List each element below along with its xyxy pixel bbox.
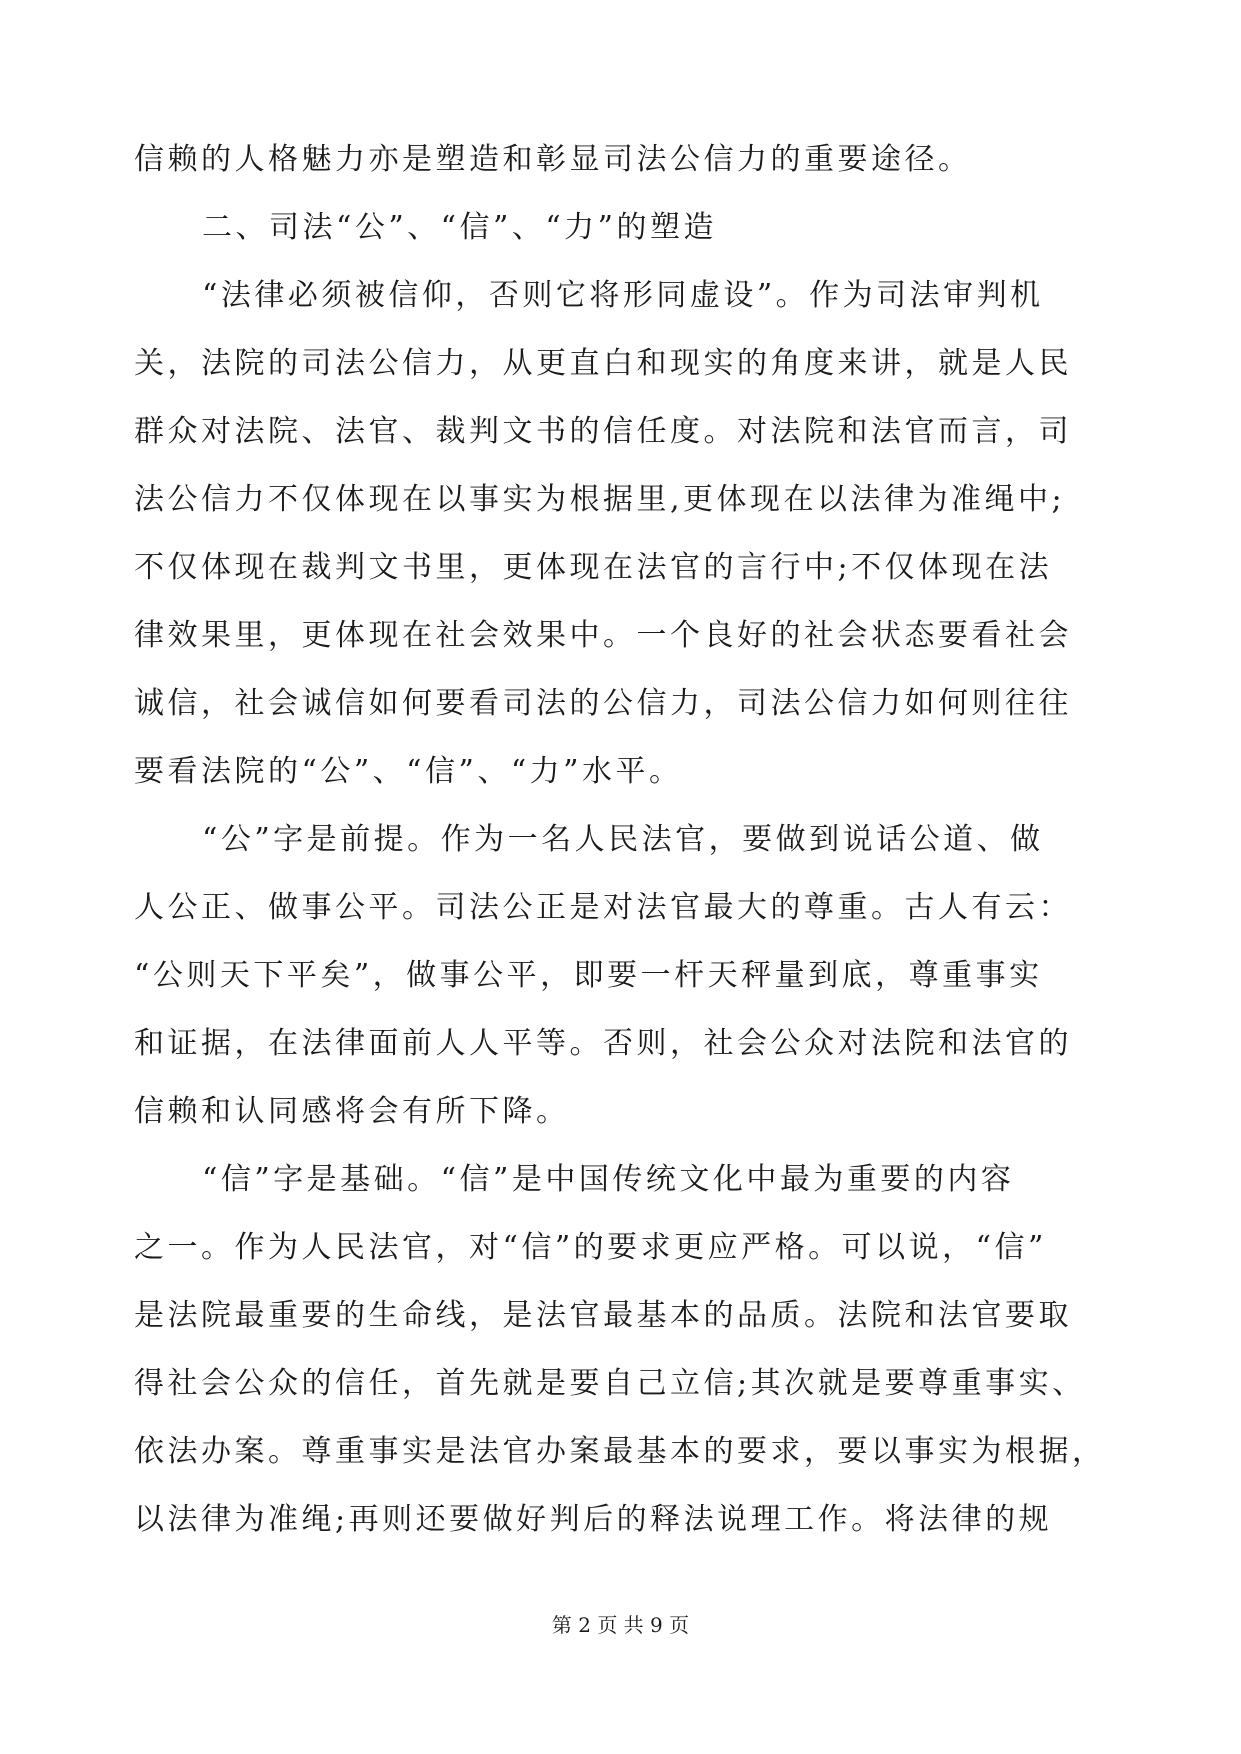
text-line: “法律必须被信仰，否则它将形同虚设”。作为司法审判机 [202,278,1044,313]
text-line: 信赖的人格魅力亦是塑造和彰显司法公信力的重要途径。 [134,142,972,177]
text-line: 诚信，社会诚信如何要看司法的公信力，司法公信力如何则往往 [134,686,1072,721]
text-line: “信”字是基础。“信”是中国传统文化中最为重要的内容 [202,1162,1015,1197]
text-line: 群众对法院、法官、裁判文书的信任度。对法院和法官而言，司 [134,414,1072,449]
text-line: 律效果里，更体现在社会效果中。一个良好的社会状态要看社会 [134,618,1072,653]
text-line: 人公正、做事公平。司法公正是对法官最大的尊重。古人有云： [134,890,1072,925]
text-line: 不仅体现在裁判文书里，更体现在法官的言行中;不仅体现在法 [134,550,1053,585]
text-line: 是法院最重要的生命线，是法官最基本的品质。法院和法官要取 [134,1298,1072,1333]
text-line: 得社会公众的信任，首先就是要自己立信;其次就是要尊重事实、 [134,1366,1086,1401]
text-line: 以法律为准绳;再则还要做好判后的释法说理工作。将法律的规 [134,1502,1053,1537]
text-line: 关，法院的司法公信力，从更直白和现实的角度来讲，就是人民 [134,346,1072,381]
text-line: 要看法院的“公”、“信”、“力”水平。 [134,754,683,789]
text-line: 之一。作为人民法官，对“信”的要求更应严格。可以说，“信” [134,1230,1047,1265]
text-line: 信赖和认同感将会有所下降。 [134,1094,570,1129]
text-line: 和证据，在法律面前人人平等。否则，社会公众对法院和法官的 [134,1026,1072,1061]
text-line: 法公信力不仅体现在以事实为根据里,更体现在以法律为准绳中; [134,482,1066,517]
text-line: “公则天下平矣”，做事公平，即要一杆天秤量到底，尊重事实 [134,958,1043,993]
section-heading: 二、司法“公”、“信”、“力”的塑造 [202,210,718,245]
text-line: “公”字是前提。作为一名人民法官，要做到说话公道、做 [202,822,1044,857]
page-footer: 第 2 页 共 9 页 [551,1613,690,1637]
text-line: 依法办案。尊重事实是法官办案最基本的要求，要以事实为根据， [134,1434,1106,1469]
